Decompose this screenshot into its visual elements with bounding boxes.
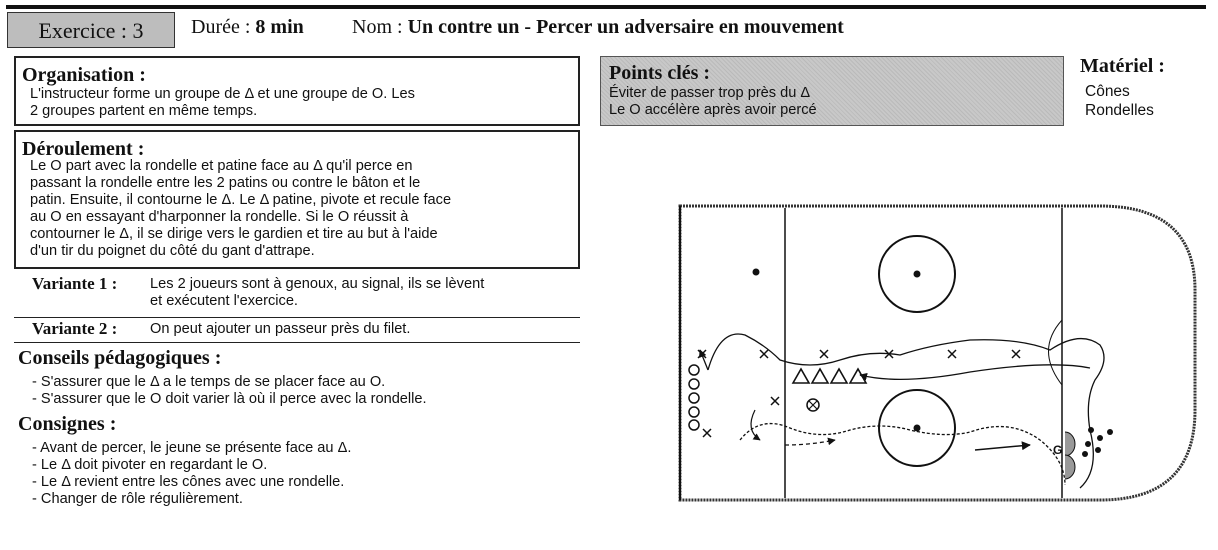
goal-net: [1065, 432, 1075, 456]
variante2-label: Variante 2 :: [32, 319, 118, 338]
shot-arrow: [975, 445, 1030, 450]
variante2-text: On peut ajouter un passeur près du filet.: [150, 321, 411, 337]
points-cles-line: Éviter de passer trop près du Δ: [609, 85, 811, 101]
dots: [753, 269, 1114, 458]
deroulement-line: Le O part avec la rondelle et patine face au Δ qu'il perce en: [30, 158, 413, 174]
organisation-line: 2 groupes partent en même temps.: [30, 103, 258, 119]
points-cles-box: [600, 56, 1064, 126]
conseils-title: Conseils pédagogiques :: [18, 347, 222, 369]
organisation-text: [30, 86, 415, 120]
list-item: - Changer de rôle régulièrement.: [32, 491, 243, 507]
list-item: - S'assurer que le Δ a le temps de se placer face au O.: [32, 374, 386, 390]
deroulement-title: Déroulement :: [22, 138, 145, 160]
duration-label: Durée :: [191, 16, 251, 38]
organisation-title: Organisation :: [22, 64, 146, 86]
materiel-list: [1085, 82, 1154, 120]
name-label: Nom :: [352, 16, 403, 38]
points-cles-title: Points clés :: [609, 62, 711, 84]
deroulement-line: passant la rondelle entre les 2 patins ou contre le bâton et le: [30, 175, 421, 191]
deroulement-line: d'un tir du poignet du côté du gant d'attrape.: [30, 243, 315, 259]
duration-value: 8 min: [255, 16, 304, 38]
rink-diagram: [670, 200, 1205, 510]
points-cles-line: Le O accélère après avoir percé: [609, 102, 817, 118]
attacker-group: [689, 365, 699, 430]
consignes-list: [32, 440, 351, 508]
divider: [14, 342, 580, 343]
list-item: - Avant de percer, le jeune se présente face au Δ.: [32, 440, 352, 456]
deroulement-text: [30, 158, 451, 260]
organisation-box: [14, 56, 580, 126]
conseils-list: [32, 374, 427, 408]
rink-boards: [680, 206, 1195, 500]
list-item: Rondelles: [1085, 102, 1154, 119]
variante1-line: et exécutent l'exercice.: [150, 293, 298, 309]
variante1-label: Variante 1 :: [32, 274, 118, 293]
deroulement-line: patin. Ensuite, il contourne le Δ. Le Δ patine, pivote et recule face: [30, 192, 452, 208]
list-item: - Le Δ doit pivoter en regardant le O.: [32, 457, 268, 473]
exercise-badge: Exercice : 3: [7, 12, 175, 48]
duration: [191, 14, 304, 40]
variante1-line: Les 2 joueurs sont à genoux, au signal, ils se lèvent: [150, 276, 485, 292]
goalie-label: G: [1053, 443, 1063, 457]
variante1-text: [150, 276, 484, 310]
turn-arrow: [751, 410, 760, 440]
cones: [698, 350, 1020, 437]
deroulement-box: [14, 130, 580, 269]
divider: [14, 317, 580, 318]
name-value: Un contre un - Percer un adversaire en mouvement: [407, 16, 844, 38]
puck-path: [740, 424, 1065, 485]
defender-group: [793, 369, 866, 383]
exercise-name: [352, 14, 844, 40]
deroulement-line: au O en essayant d'harponner la rondelle. Si le O réussit à: [30, 209, 409, 225]
consignes-title: Consignes :: [18, 413, 117, 435]
deroulement-line: contourner le Δ, il se dirige vers le gardien et tire au but à l'aide: [30, 226, 438, 242]
list-item: Cônes: [1085, 83, 1130, 100]
points-cles-text: [609, 85, 817, 119]
pass-arrow: [785, 440, 835, 445]
list-item: - Le Δ revient entre les cônes avec une rondelle.: [32, 474, 345, 490]
header-rule: [6, 5, 1206, 9]
list-item: - S'assurer que le O doit varier là où il perce avec la rondelle.: [32, 391, 427, 407]
defender-path: [860, 365, 1090, 380]
organisation-line: L'instructeur forme un groupe de Δ et une groupe de O. Les: [30, 86, 415, 102]
materiel-title: Matériel :: [1080, 55, 1165, 77]
goal-crease: [1049, 320, 1063, 385]
